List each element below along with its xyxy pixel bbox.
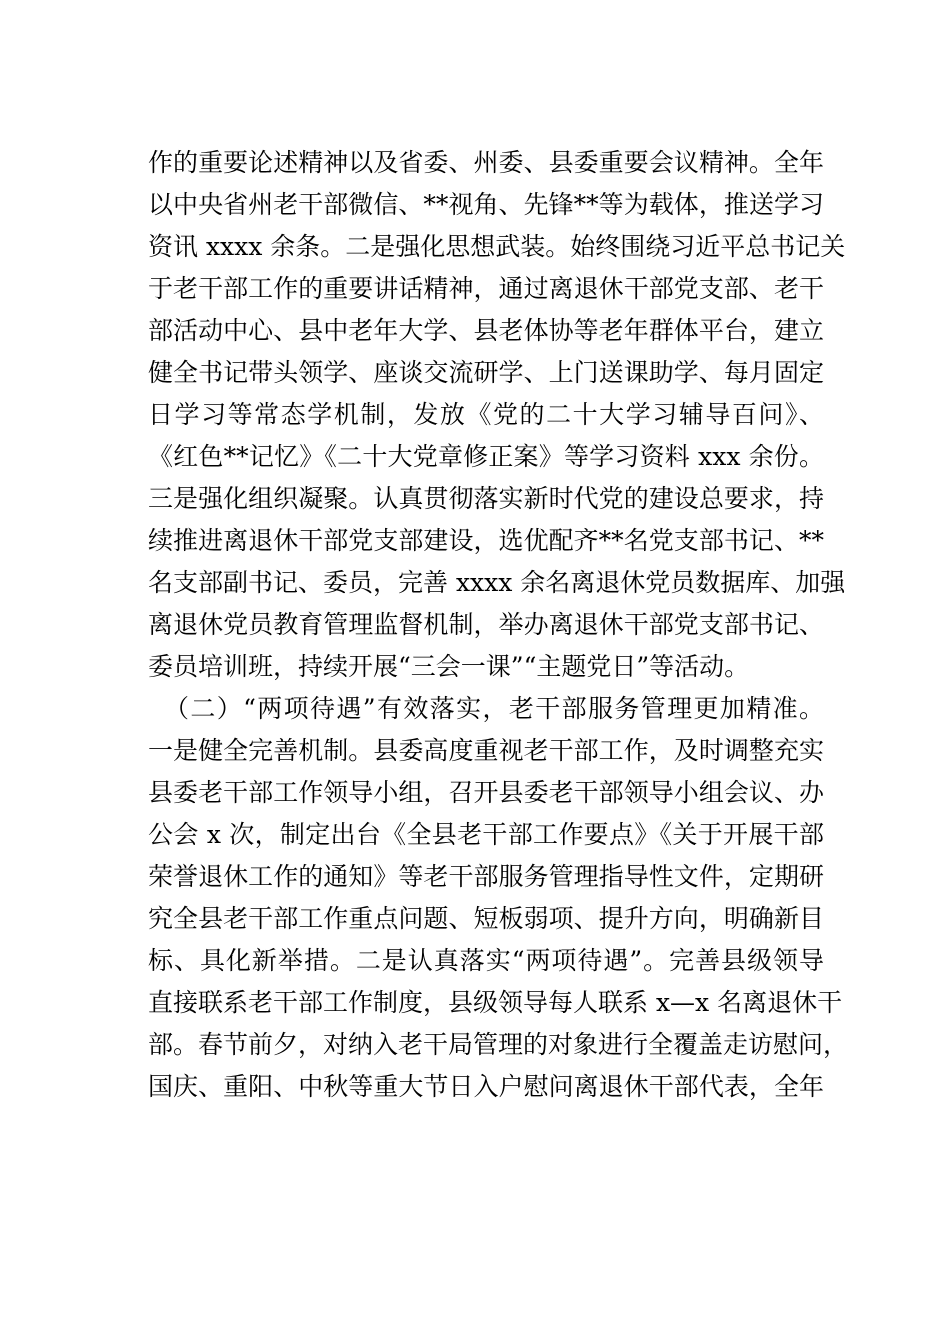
text-line: 直接联系老干部工作制度，县级领导每人联系 x—x 名离退休干 xyxy=(148,988,843,1017)
text-line: 资讯 xxxx 余条。二是强化思想武装。始终围绕习近平总书记关 xyxy=(148,232,846,261)
text-line: 日学习等常态学机制，发放《党的二十大学习辅导百问》、 xyxy=(148,400,824,429)
document-body xyxy=(148,142,849,1108)
text-line: 县委老干部工作领导小组，召开县委老干部领导小组会议、办 xyxy=(148,778,824,807)
text-line: 三是强化组织凝聚。认真贯彻落实新时代党的建设总要求，持 xyxy=(148,484,824,513)
text-line: 《红色**记忆》《二十大党章修正案》等学习资料 xxx 余份。 xyxy=(148,442,824,471)
text-line: 续推进离退休干部党支部建设，选优配齐**名党支部书记、** xyxy=(148,526,824,555)
text-line: 于老干部工作的重要讲话精神，通过离退休干部党支部、老干 xyxy=(148,274,824,303)
text-line: 国庆、重阳、中秋等重大节日入户慰问离退休干部代表，全年 xyxy=(148,1072,824,1101)
text-line: 标、具化新举措。二是认真落实“两项待遇”。完善县级领导 xyxy=(148,946,824,975)
text-line: 究全县老干部工作重点问题、短板弱项、提升方向，明确新目 xyxy=(148,904,824,933)
text-line: 部。春节前夕，对纳入老干局管理的对象进行全覆盖走访慰问， xyxy=(148,1030,849,1059)
section-heading: （二）“两项待遇”有效落实，老干部服务管理更加精准。 xyxy=(164,694,824,723)
text-line: 荣誉退休工作的通知》等老干部服务管理指导性文件，定期研 xyxy=(148,862,824,891)
text-line: 委员培训班，持续开展“三会一课”“主题党日”等活动。 xyxy=(148,652,750,681)
text-line: 以中央省州老干部微信、**视角、先锋**等为载体，推送学习 xyxy=(148,190,824,219)
text-line: 名支部副书记、委员，完善 xxxx 余名离退休党员数据库、加强 xyxy=(148,568,846,597)
text-line: 作的重要论述精神以及省委、州委、县委重要会议精神。全年 xyxy=(148,148,824,177)
text-line: 部活动中心、县中老年大学、县老体协等老年群体平台，建立 xyxy=(148,316,824,345)
text-line: 健全书记带头领学、座谈交流研学、上门送课助学、每月固定 xyxy=(148,358,824,387)
text-line: 离退休党员教育管理监督机制，举办离退休干部党支部书记、 xyxy=(148,610,824,639)
text-line: 一是健全完善机制。县委高度重视老干部工作，及时调整充实 xyxy=(148,736,824,765)
text-line: 公会 x 次，制定出台《全县老干部工作要点》《关于开展干部 xyxy=(148,820,824,849)
